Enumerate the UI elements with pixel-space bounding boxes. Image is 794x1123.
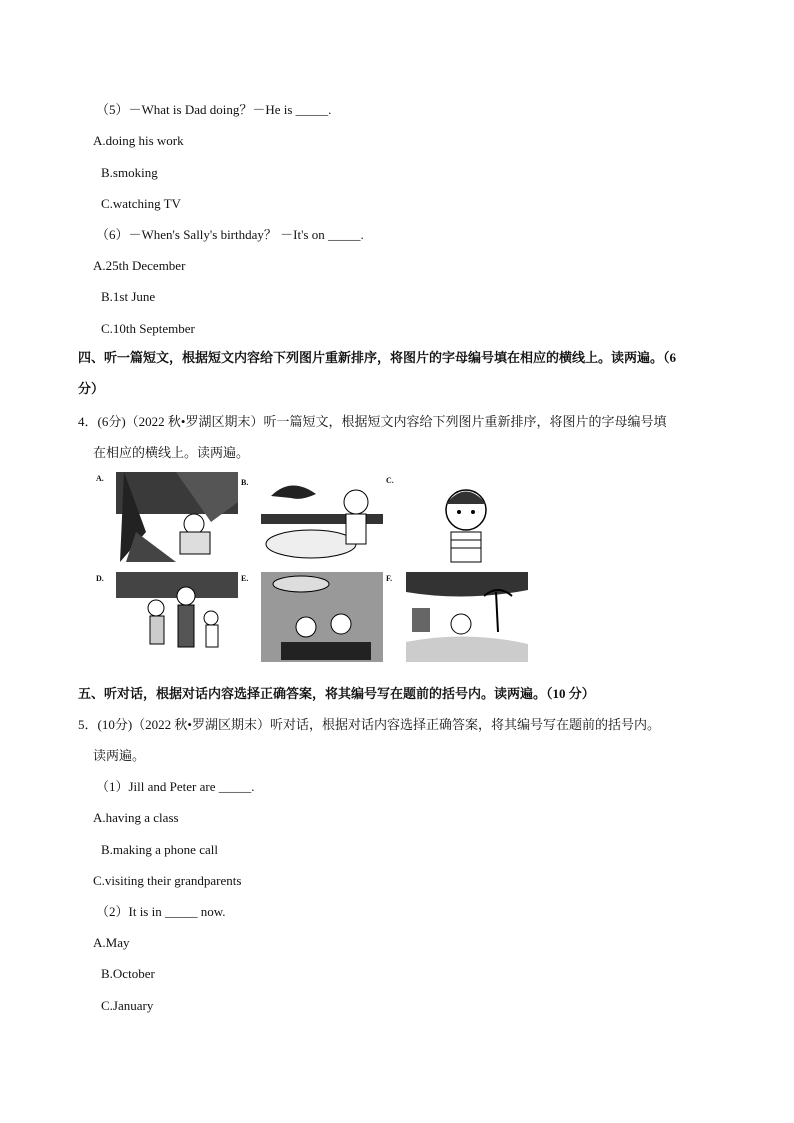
picture-a xyxy=(96,472,238,562)
cartoon-sitting-under-trees-icon xyxy=(116,472,238,562)
cartoon-boy-swimming-pool-icon xyxy=(261,476,383,566)
s5-q2-option-b: B.October xyxy=(101,966,155,981)
picture-c xyxy=(386,474,528,564)
s5-q2-option-a: A.May xyxy=(93,935,130,950)
q6-option-c: C.10th September xyxy=(101,321,195,336)
q5-prompt-line1: 5．(10分)（2022 秋•罗湖区期末）听对话，根据对话内容选择正确答案，将其编号写在题前的括号内。 xyxy=(78,717,660,732)
cartoon-beach-palm-trees-icon xyxy=(406,572,528,662)
q4-prompt-line1: 4．(6分)（2022 秋•罗湖区期末）听一篇短文，根据短文内容给下列图片重新排序，将图片的字母编号填 xyxy=(78,414,667,429)
s5-q1-option-c: C.visiting their grandparents xyxy=(93,873,242,888)
picture-grid xyxy=(96,472,536,664)
s5-q1-question: （1）Jill and Peter are _____. xyxy=(96,779,255,794)
s5-q1-option-a: A.having a class xyxy=(93,810,179,825)
section4-heading-line1: 四、听一篇短文，根据短文内容给下列图片重新排序，将图片的字母编号填在相应的横线上。读两遍。（6 xyxy=(78,350,677,365)
q4-prompt-line2: 在相应的横线上。读两遍。 xyxy=(93,445,250,460)
picture-e-letter: E. xyxy=(241,574,249,583)
s5-q2-question: （2）It is in _____ now. xyxy=(96,904,226,919)
section4-heading-line2: 分） xyxy=(78,381,105,396)
picture-d-letter: D. xyxy=(96,574,104,583)
cartoon-family-picnic-icon xyxy=(261,572,383,662)
q6-option-a: A.25th December xyxy=(93,258,186,273)
q5-question: （5）－What is Dad doing？－He is _____. xyxy=(96,102,332,117)
picture-f xyxy=(386,572,528,662)
q6-option-b: B.1st June xyxy=(101,289,156,304)
cartoon-family-walking-icon xyxy=(116,572,238,662)
cartoon-boy-portrait-icon xyxy=(406,474,528,564)
q5-option-b: B.smoking xyxy=(101,165,158,180)
q5-option-a: A.doing his work xyxy=(93,133,184,148)
picture-b xyxy=(241,476,383,566)
q5-prompt-line2: 读两遍。 xyxy=(93,748,146,763)
picture-c-letter: C. xyxy=(386,476,394,485)
picture-e xyxy=(241,572,383,662)
picture-d xyxy=(96,572,238,662)
section5-heading: 五、听对话，根据对话内容选择正确答案，将其编号写在题前的括号内。读两遍。（10 分） xyxy=(78,686,595,701)
picture-a-letter: A. xyxy=(96,474,104,483)
picture-f-letter: F. xyxy=(386,574,393,583)
q5-option-c: C.watching TV xyxy=(101,196,181,211)
s5-q2-option-c: C.January xyxy=(101,998,154,1013)
picture-b-letter: B. xyxy=(241,478,249,487)
s5-q1-option-b: B.making a phone call xyxy=(101,842,218,857)
q6-question: （6）－When's Sally's birthday？ －It's on _____. xyxy=(96,227,364,242)
